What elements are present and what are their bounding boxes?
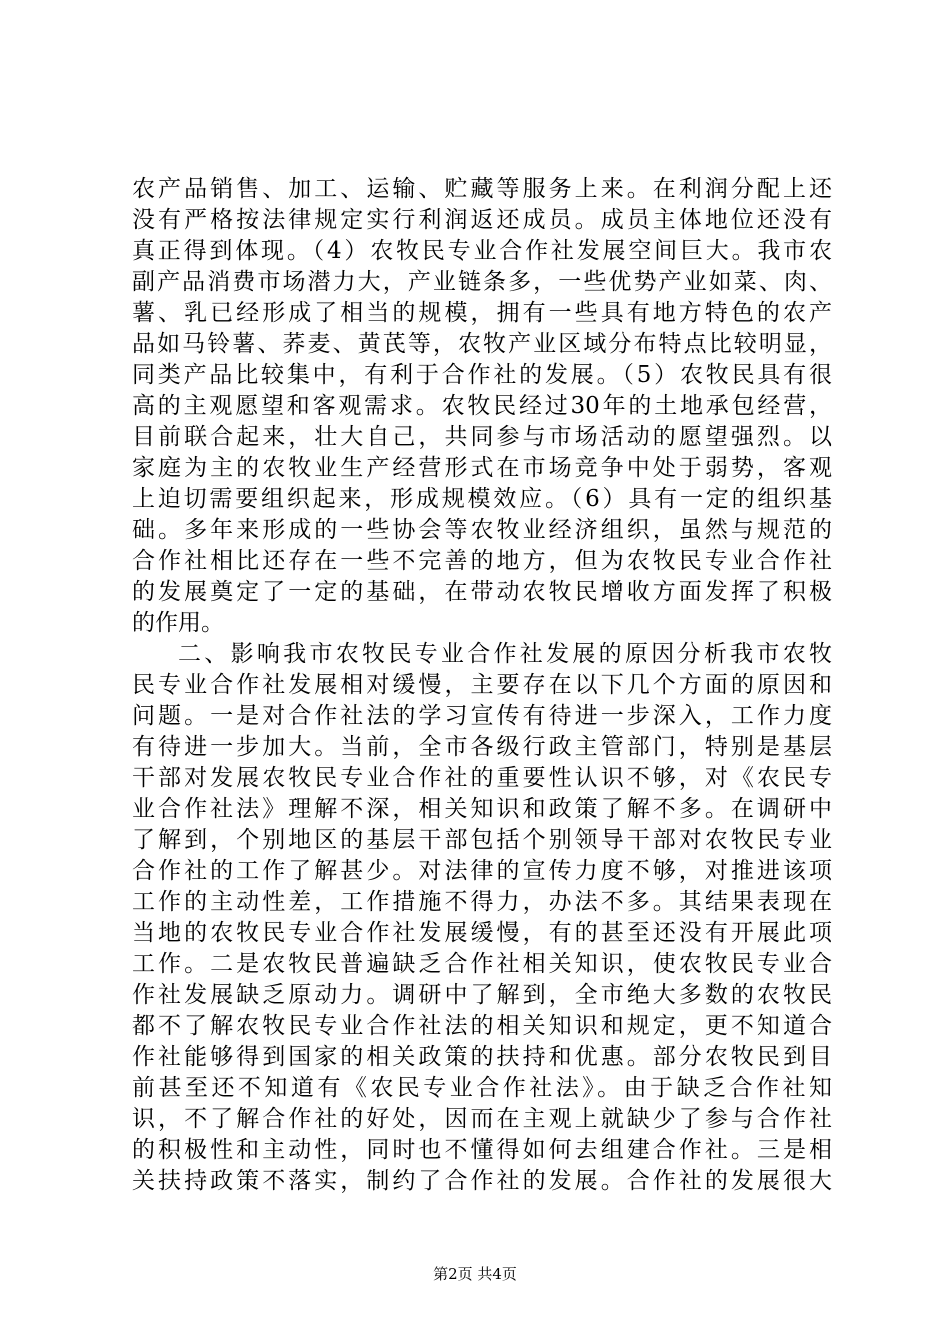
- text-line: 识，不了解合作社的好处，因而在主观上就缺少了参与合作社: [132, 1106, 832, 1132]
- text-line: 作社发展缺乏原动力。调研中了解到，全市绝大多数的农牧民: [132, 982, 832, 1008]
- text-line: 没有严格按法律规定实行利润返还成员。成员主体地位还没有: [132, 207, 832, 233]
- text-line: 的发展奠定了一定的基础，在带动农牧民增收方面发挥了积极: [132, 579, 832, 605]
- text-line: 薯、乳已经形成了相当的规模，拥有一些具有地方特色的农产: [132, 300, 832, 326]
- text-line: 有待进一步加大。当前，全市各级行政主管部门，特别是基层: [132, 734, 832, 760]
- text-line: 了解到，个别地区的基层干部包括个别领导干部对农牧民专业: [132, 827, 832, 853]
- text-line: 农产品销售、加工、运输、贮藏等服务上来。在利润分配上还: [132, 176, 832, 202]
- text-line: 真正得到体现。（4）农牧民专业合作社发展空间巨大。我市农: [132, 238, 832, 264]
- text-line: 前甚至还不知道有《农民专业合作社法》。由于缺乏合作社知: [132, 1075, 832, 1101]
- text-line: 二、影响我市农牧民专业合作社发展的原因分析我市农牧: [178, 641, 832, 667]
- text-line: 品如马铃薯、荞麦、黄芪等，农牧产业区域分布特点比较明显，: [132, 331, 832, 357]
- text-line: 合作社的工作了解甚少。对法律的宣传力度不够，对推进该项: [132, 858, 832, 884]
- text-line: 的作用。: [132, 610, 224, 636]
- text-line: 副产品消费市场潜力大，产业链条多，一些优势产业如菜、肉、: [132, 269, 832, 295]
- page-footer: 第2页 共4页: [433, 1265, 517, 1283]
- text-line: 工作。二是农牧民普遍缺乏合作社相关知识，使农牧民专业合: [132, 951, 832, 977]
- text-line: 高的主观愿望和客观需求。农牧民经过30年的土地承包经营，: [132, 393, 832, 419]
- text-line: 民专业合作社发展相对缓慢，主要存在以下几个方面的原因和: [132, 672, 832, 698]
- text-line: 作社能够得到国家的相关政策的扶持和优惠。部分农牧民到目: [132, 1044, 832, 1070]
- text-line: 上迫切需要组织起来，形成规模效应。（6）具有一定的组织基: [132, 486, 832, 512]
- text-line: 干部对发展农牧民专业合作社的重要性认识不够，对《农民专: [132, 765, 832, 791]
- text-line: 关扶持政策不落实，制约了合作社的发展。合作社的发展很大: [132, 1168, 832, 1194]
- text-line: 家庭为主的农牧业生产经营形式在市场竞争中处于弱势，客观: [132, 455, 832, 481]
- body-text: [132, 174, 832, 1197]
- text-line: 合作社相比还存在一些不完善的地方，但为农牧民专业合作社: [132, 548, 832, 574]
- text-line: 工作的主动性差，工作措施不得力，办法不多。其结果表现在: [132, 889, 832, 915]
- text-line: 础。多年来形成的一些协会等农牧业经济组织，虽然与规范的: [132, 517, 832, 543]
- text-line: 目前联合起来，壮大自己，共同参与市场活动的愿望强烈。以: [132, 424, 832, 450]
- text-line: 同类产品比较集中，有利于合作社的发展。（5）农牧民具有很: [132, 362, 832, 388]
- text-line: 业合作社法》理解不深，相关知识和政策了解不多。在调研中: [132, 796, 832, 822]
- text-line: 当地的农牧民专业合作社发展缓慢，有的甚至还没有开展此项: [132, 920, 832, 946]
- text-line: 都不了解农牧民专业合作社法的相关知识和规定，更不知道合: [132, 1013, 832, 1039]
- text-line: 的积极性和主动性，同时也不懂得如何去组建合作社。三是相: [132, 1137, 832, 1163]
- text-line: 问题。一是对合作社法的学习宣传有待进一步深入，工作力度: [132, 703, 832, 729]
